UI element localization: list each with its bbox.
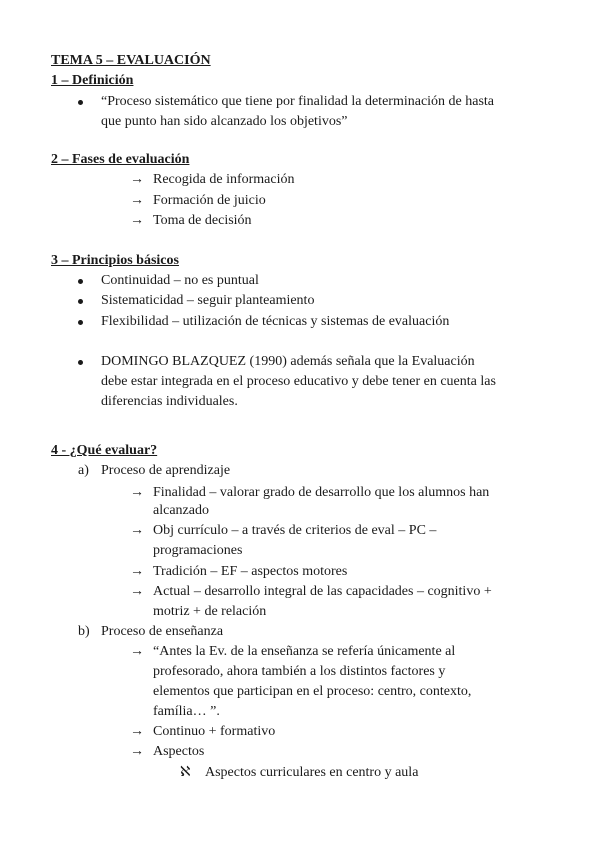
note-line-1: DOMINGO BLAZQUEZ (1990) además señala que la Evaluación <box>101 354 475 369</box>
learning-item-4-line-1: Actual – desarrollo integral de las capacidades – cognitivo + <box>153 584 492 599</box>
arrow-icon: → <box>130 744 144 759</box>
teaching-item-2: Continuo + formativo <box>153 724 276 739</box>
list-label-b: b) <box>78 624 90 639</box>
principle-item-3: Flexibilidad – utilización de técnicas y sistemas de evaluación <box>101 314 450 329</box>
list-item-b-text: Proceso de enseñanza <box>101 624 224 639</box>
principle-item-2: Sistematicidad – seguir planteamiento <box>101 293 315 308</box>
arrow-icon: → <box>130 213 144 228</box>
teaching-quote-line-2: profesorado, ahora también a los distintos factores y <box>153 664 446 679</box>
arrow-icon: → <box>130 193 144 208</box>
definition-line-1: “Proceso sistemático que tiene por finalidad la determinación de hasta <box>101 94 495 109</box>
aleph-marker-icon: ℵ <box>180 765 191 780</box>
arrow-icon: → <box>130 172 144 187</box>
arrow-icon: → <box>130 724 144 739</box>
sub-item-aspects: Aspectos curriculares en centro y aula <box>205 765 419 780</box>
bullet-marker <box>78 291 83 304</box>
bullet-marker <box>78 271 83 284</box>
document-title: TEMA 5 – EVALUACIÓN <box>51 53 211 68</box>
teaching-quote-line-1: “Antes la Ev. de la enseñanza se refería únicamente al <box>153 644 456 659</box>
learning-item-1-line-2: alcanzado <box>153 503 209 518</box>
section-1-heading: 1 – Definición <box>51 73 134 88</box>
phase-item-2: Formación de juicio <box>153 193 266 208</box>
principle-item-1: Continuidad – no es puntual <box>101 273 259 288</box>
definition-line-2: que punto han sido alcanzado los objetivos” <box>101 114 348 129</box>
arrow-icon: → <box>130 584 144 599</box>
bullet-marker <box>78 92 83 105</box>
learning-item-4-line-2: motriz + de relación <box>153 604 267 619</box>
list-item-a-text: Proceso de aprendizaje <box>101 463 231 478</box>
teaching-quote-line-4: família… ”. <box>153 704 220 719</box>
note-line-3: diferencias individuales. <box>101 394 238 409</box>
phase-item-1: Recogida de información <box>153 172 295 187</box>
learning-item-2-line-2: programaciones <box>153 543 243 558</box>
teaching-item-3: Aspectos <box>153 744 205 759</box>
arrow-icon: → <box>130 485 144 500</box>
phase-item-3: Toma de decisión <box>153 213 252 228</box>
bullet-marker <box>78 352 83 365</box>
learning-item-2-line-1: Obj currículo – a través de criterios de eval – PC – <box>153 523 437 538</box>
arrow-icon: → <box>130 644 144 659</box>
learning-item-1-line-1: Finalidad – valorar grado de desarrollo que los alumnos han <box>153 485 490 500</box>
list-label-a: a) <box>78 463 89 478</box>
section-3-heading: 3 – Principios básicos <box>51 253 179 268</box>
arrow-icon: → <box>130 564 144 579</box>
learning-item-3: Tradición – EF – aspectos motores <box>153 564 348 579</box>
arrow-icon: → <box>130 523 144 538</box>
section-2-heading: 2 – Fases de evaluación <box>51 152 190 167</box>
note-line-2: debe estar integrada en el proceso educativo y debe tener en cuenta las <box>101 374 496 389</box>
bullet-marker <box>78 312 83 325</box>
teaching-quote-line-3: elementos que participan en el proceso: centro, contexto, <box>153 684 472 699</box>
section-4-heading: 4 - ¿Qué evaluar? <box>51 443 158 458</box>
